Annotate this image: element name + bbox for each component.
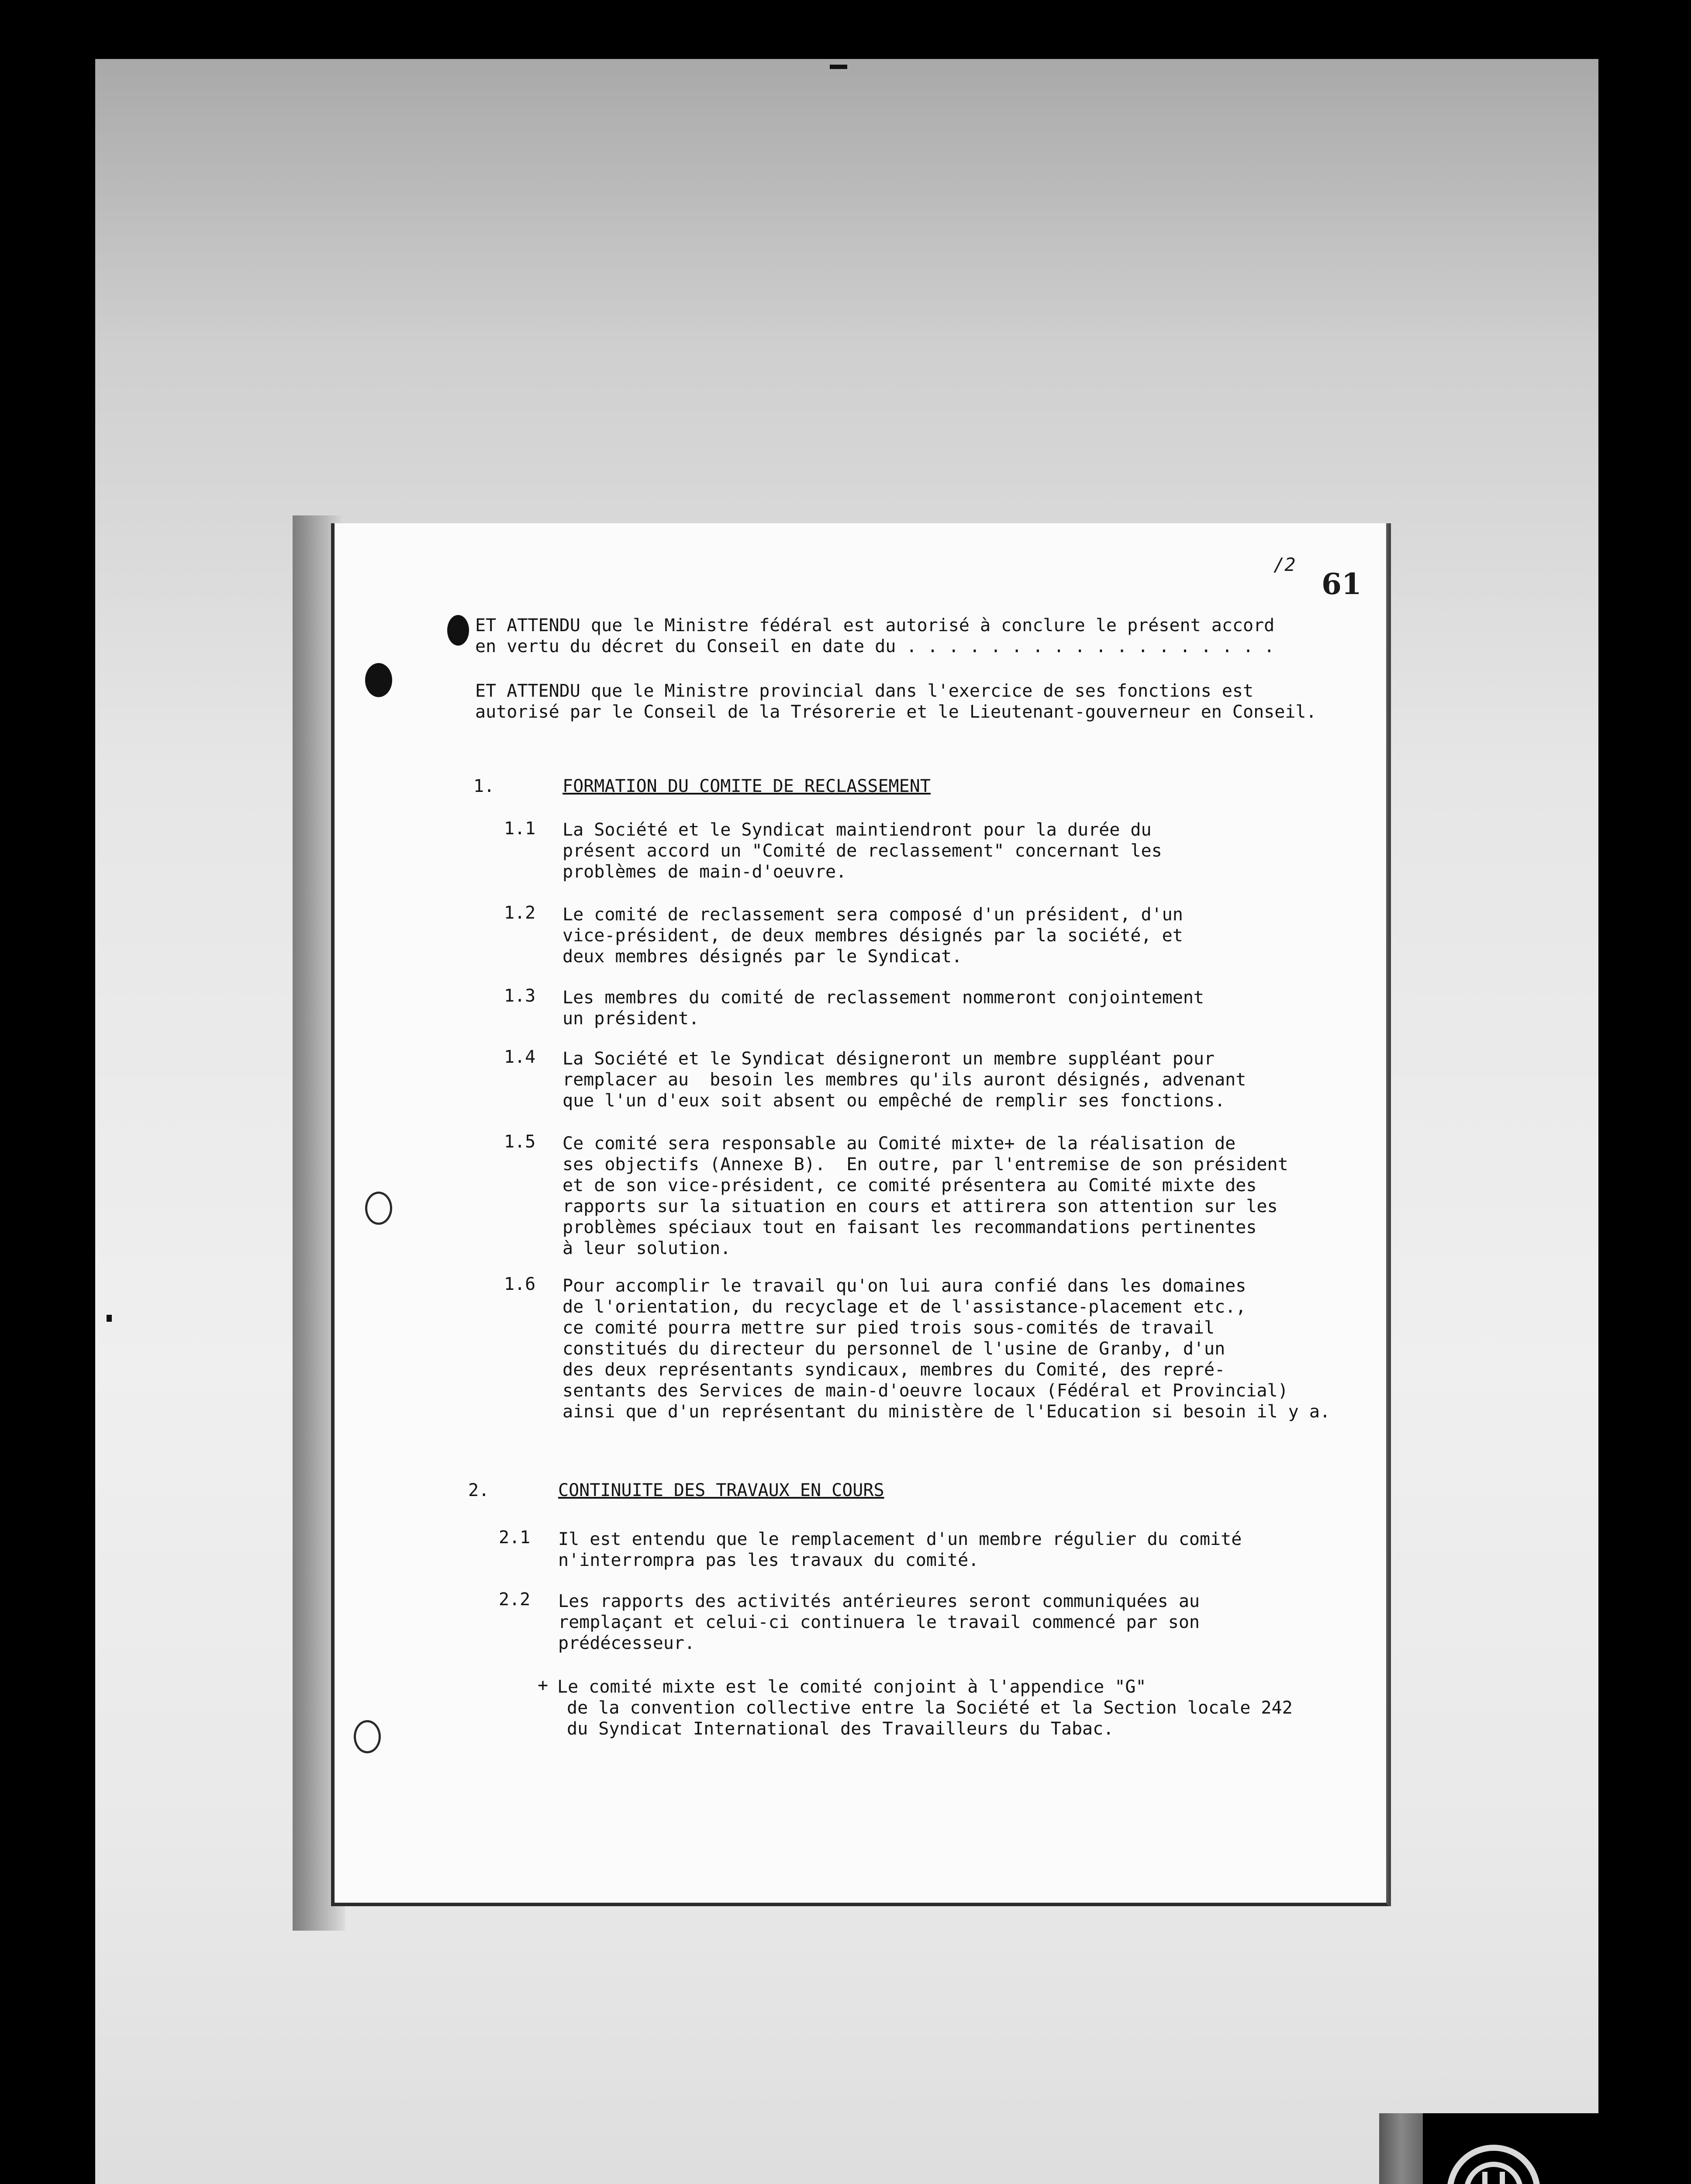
text-line: Les rapports des activités antérieures seront communiquées au — [558, 1591, 1200, 1611]
text-line: autorisé par le Conseil de la Trésorerie et le Lieutenant-gouverneur en Conseil. — [475, 702, 1317, 722]
text-line: à leur solution. — [563, 1238, 731, 1258]
tape-strip — [1379, 2113, 1423, 2184]
text-line: ainsi que d'un représentant du ministère de l'Education si besoin il y a. — [563, 1402, 1330, 1422]
text-line: remplacer au besoin les membres qu'ils auront désignés, advenant — [563, 1070, 1246, 1090]
clause-number: 1.4 — [504, 1047, 536, 1067]
clause-number: 1.3 — [504, 986, 536, 1006]
text-line: La Société et le Syndicat désigneront un membre suppléant pour — [563, 1049, 1215, 1069]
section-number: 2. — [468, 1480, 490, 1500]
text-line: des deux représentants syndicaux, membres du Comité, des repré- — [563, 1360, 1225, 1380]
text-line: du Syndicat International des Travailleurs du Tabac. — [567, 1719, 1114, 1739]
text-line: sentants des Services de main-d'oeuvre locaux (Fédéral et Provincial) — [563, 1381, 1288, 1401]
text-line: ET ATTENDU que le Ministre fédéral est autorisé à conclure le présent accord — [475, 615, 1275, 636]
clause-number: 1.5 — [504, 1132, 536, 1152]
text-line: problèmes spéciaux tout en faisant les recommandations pertinentes — [563, 1217, 1257, 1237]
text-line: présent accord un "Comité de reclassement" concernant les — [563, 841, 1162, 861]
document-page — [331, 523, 1388, 1906]
text-line: que l'un d'eux soit absent ou empêché de remplir ses fonctions. — [563, 1091, 1225, 1111]
clause-number: 1.1 — [504, 819, 536, 839]
text-line: Ce comité sera responsable au Comité mixte+ de la réalisation de — [563, 1133, 1236, 1154]
text-line: vice-président, de deux membres désignés par la société, et — [563, 926, 1183, 946]
text-line: deux membres désignés par le Syndicat. — [563, 947, 963, 967]
text-line: en vertu du décret du Conseil en date du . . . . . . . . . . . . . . . . . . — [475, 636, 1275, 657]
footnote-marker: + — [538, 1675, 549, 1695]
clause-number: 2.2 — [499, 1590, 531, 1610]
text-line: ses objectifs (Annexe B). En outre, par l'entremise de son président — [563, 1154, 1288, 1175]
text-line: remplaçant et celui-ci continuera le travail commencé par son — [558, 1612, 1200, 1632]
film-speck — [107, 1315, 112, 1322]
text-line: de la convention collective entre la Société et la Section locale 242 — [567, 1698, 1293, 1718]
page-number: 61 — [1322, 567, 1362, 601]
clause-number: 1.2 — [504, 903, 536, 923]
text-line: La Société et le Syndicat maintiendront pour la durée du — [563, 820, 1152, 840]
text-line: rapports sur la situation en cours et attirera son attention sur les — [563, 1196, 1278, 1216]
clause-number: 1.6 — [504, 1274, 536, 1294]
text-line: un président. — [563, 1009, 700, 1029]
ink-blot — [365, 663, 392, 697]
text-line: ce comité pourra mettre sur pied trois sous-comités de travail — [563, 1318, 1215, 1338]
text-line: Les membres du comité de reclassement nommeront conjointement — [563, 988, 1204, 1008]
text-line: Le comité mixte est le comité conjoint à l'appendice "G" — [557, 1677, 1146, 1697]
ink-blot — [447, 615, 469, 646]
page-sub-number: /2 — [1273, 554, 1296, 575]
section-number: 1. — [473, 776, 495, 796]
section-title: CONTINUITE DES TRAVAUX EN COURS — [558, 1480, 884, 1500]
text-line: Pour accomplir le travail qu'on lui aura confié dans les domaines — [563, 1276, 1246, 1296]
text-line: ET ATTENDU que le Ministre provincial dans l'exercice de ses fonctions est — [475, 681, 1254, 701]
text-line: constitués du directeur du personnel de l'usine de Granby, d'un — [563, 1339, 1225, 1359]
punch-hole — [365, 1192, 392, 1225]
text-line: Il est entendu que le remplacement d'un membre régulier du comité — [558, 1529, 1242, 1549]
text-line: n'interrompra pas les travaux du comité. — [558, 1550, 979, 1570]
text-line: problèmes de main-d'oeuvre. — [563, 862, 847, 882]
film-speck — [830, 65, 847, 69]
text-line: Le comité de reclassement sera composé d'un président, d'un — [563, 905, 1183, 925]
microfilm-logo-icon — [1443, 2141, 1544, 2184]
text-line: et de son vice-président, ce comité présentera au Comité mixte des — [563, 1175, 1257, 1196]
text-line: de l'orientation, du recyclage et de l'assistance-placement etc., — [563, 1297, 1246, 1317]
punch-hole — [354, 1720, 381, 1753]
clause-number: 2.1 — [499, 1527, 531, 1548]
section-title: FORMATION DU COMITE DE RECLASSEMENT — [563, 776, 931, 796]
text-line: prédécesseur. — [558, 1633, 695, 1653]
